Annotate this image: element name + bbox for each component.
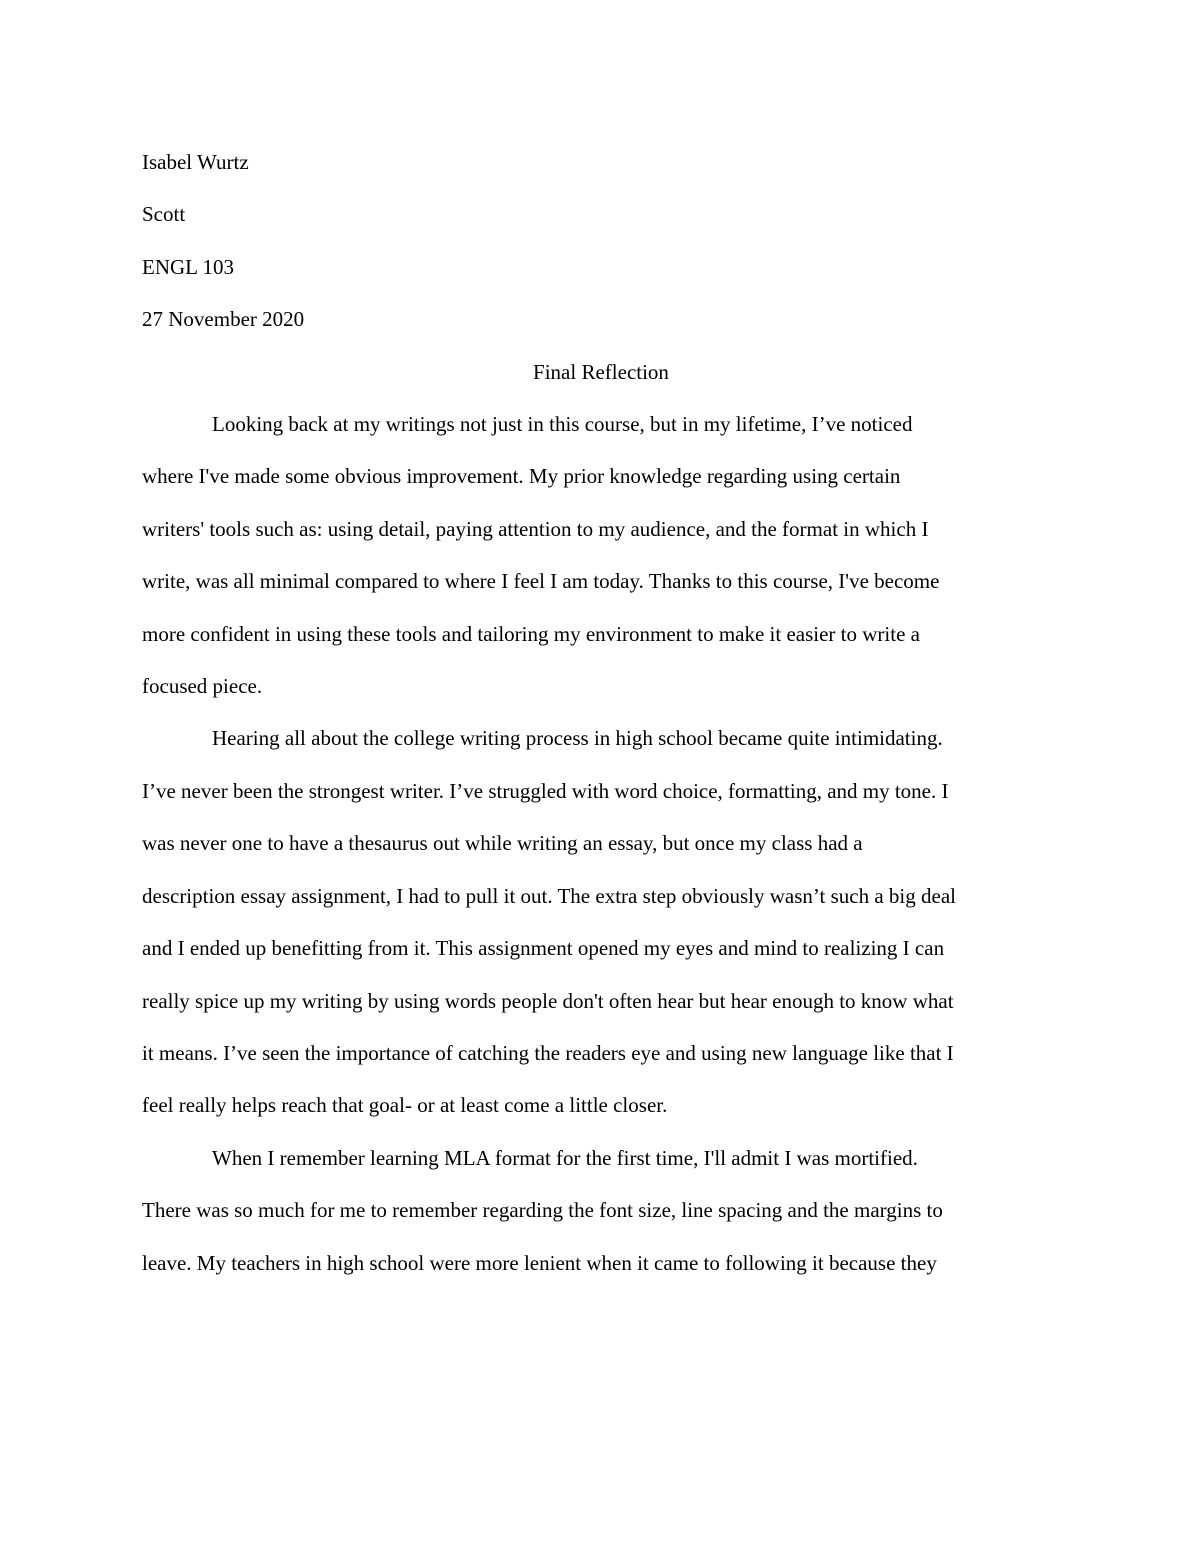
paragraph-line: feel really helps reach that goal- or at least come a little closer. <box>142 1093 668 1118</box>
paragraph-line: write, was all minimal compared to where I feel I am today. Thanks to this course, I've become <box>142 569 940 594</box>
document-date: 27 November 2020 <box>142 307 305 332</box>
paragraph-line: I’ve never been the strongest writer. I’ve struggled with word choice, formatting, and my tone. I <box>142 778 949 803</box>
document-title: Final Reflection <box>533 359 669 384</box>
document-body <box>142 136 1060 1289</box>
paragraph-line: Looking back at my writings not just in this course, but in my lifetime, I’ve noticed <box>212 412 913 437</box>
paragraph-line: There was so much for me to remember regarding the font size, line spacing and the margins to <box>142 1198 943 1223</box>
paragraph-line: it means. I’ve seen the importance of catching the readers eye and using new language like that I <box>142 1040 954 1065</box>
paragraph-line: description essay assignment, I had to pull it out. The extra step obviously wasn’t such a big deal <box>142 883 956 908</box>
paragraph-3 <box>142 1132 1060 1289</box>
paragraph-line: Hearing all about the college writing process in high school became quite intimidating. <box>212 726 943 751</box>
student-name: Isabel Wurtz <box>142 150 249 174</box>
paragraph-line: and I ended up benefitting from it. This assignment opened my eyes and mind to realizing I can <box>142 936 945 961</box>
course-name: ENGL 103 <box>142 254 234 279</box>
paragraph-line: writers' tools such as: using detail, paying attention to my audience, and the format in which I <box>142 516 929 541</box>
paragraph-line: leave. My teachers in high school were more lenient when it came to following it because they <box>142 1250 937 1275</box>
paragraph-line: was never one to have a thesaurus out while writing an essay, but once my class had a <box>142 831 863 856</box>
paragraph-line: more confident in using these tools and tailoring my environment to make it easier to write a <box>142 621 920 646</box>
paragraph-2 <box>142 712 1060 1131</box>
instructor-name: Scott <box>142 202 186 227</box>
paragraph-line: where I've made some obvious improvement. My prior knowledge regarding using certain <box>142 464 901 489</box>
paragraph-line: really spice up my writing by using words people don't often hear but hear enough to know what <box>142 988 954 1013</box>
paragraph-line: When I remember learning MLA format for the first time, I'll admit I was mortified. <box>212 1145 918 1170</box>
paragraph-line: focused piece. <box>142 674 263 699</box>
paragraph-1 <box>142 398 1060 712</box>
